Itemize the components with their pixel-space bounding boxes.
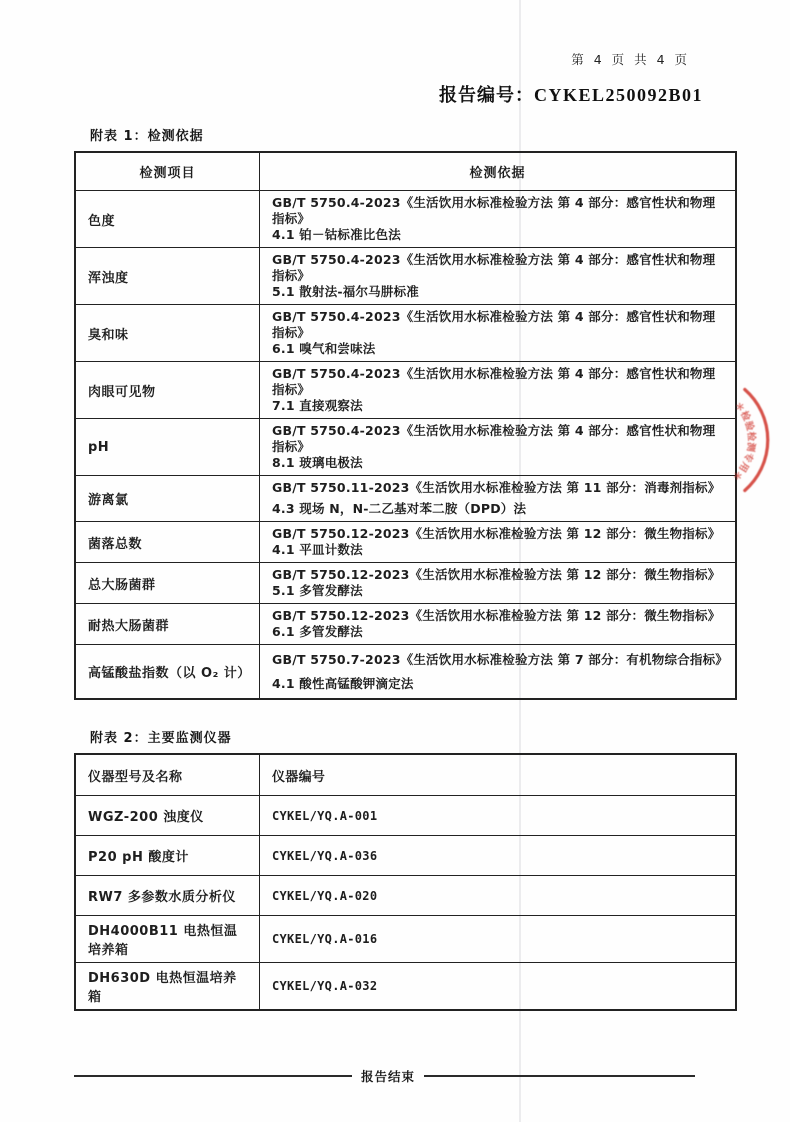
basis-line: 4.1 平皿计数法	[272, 542, 363, 557]
test-basis-cell	[260, 248, 735, 304]
basis-line: GB/T 5750.4-2023《生活饮用水标准检验方法 第 4 部分：感官性状和物理指标》	[272, 309, 716, 340]
page-content	[74, 50, 737, 1085]
end-rule-right	[424, 1075, 695, 1077]
basis-line: GB/T 5750.4-2023《生活饮用水标准检验方法 第 4 部分：感官性状和物理指标》	[272, 366, 716, 397]
instrument-code-cell: CYKEL/YQ.A-001	[272, 808, 378, 823]
table-row	[76, 915, 735, 962]
basis-header-basis: 检测依据	[469, 166, 526, 181]
table1-caption: 附表 1：检测依据	[90, 129, 204, 144]
test-item-cell: 色度	[76, 191, 260, 247]
basis-line: 5.1 散射法-福尔马肼标准	[272, 284, 419, 299]
instrument-code-cell: CYKEL/YQ.A-020	[272, 888, 378, 903]
basis-line: 4.1 酸性高锰酸钾滴定法	[272, 675, 414, 691]
table-row	[76, 603, 735, 644]
table-row	[76, 795, 735, 835]
test-basis-cell	[260, 645, 735, 698]
basis-line: 4.3 现场 N，N-二乙基对苯二胺（DPD）法	[272, 501, 527, 516]
test-basis-cell	[260, 362, 735, 418]
test-basis-cell	[260, 522, 735, 562]
table-row	[76, 962, 735, 1009]
instrument-table	[74, 753, 737, 1011]
test-item-cell: 耐热大肠菌群	[76, 604, 260, 644]
test-item-cell: 浑浊度	[76, 248, 260, 304]
end-of-report-text: 报告结束	[361, 1069, 416, 1084]
report-number-value: CYKEL250092B01	[533, 85, 703, 105]
instrument-table-header	[76, 755, 735, 795]
test-item-cell: pH	[76, 419, 260, 475]
table-row	[76, 521, 735, 562]
report-number-label: 报告编号：	[438, 85, 534, 105]
instrument-code-cell: CYKEL/YQ.A-032	[272, 979, 378, 993]
basis-header-item: 检测项目	[76, 153, 260, 190]
basis-line: GB/T 5750.12-2023《生活饮用水标准检验方法 第 12 部分：微生物指标》	[272, 567, 721, 582]
instrument-header-model: 仪器型号及名称	[76, 755, 260, 795]
test-item-cell: 菌落总数	[76, 522, 260, 562]
basis-line: 4.1 铂－钴标准比色法	[272, 227, 401, 242]
instrument-model-cell: WGZ-200 浊度仪	[76, 796, 260, 835]
basis-line: 6.1 多管发酵法	[272, 624, 363, 639]
basis-table	[74, 151, 737, 700]
page-number: 第 4 页 共 4 页	[571, 52, 690, 67]
table-row	[76, 190, 735, 247]
end-rule-left	[74, 1075, 352, 1077]
instrument-code-cell: CYKEL/YQ.A-036	[272, 848, 378, 863]
test-basis-cell	[260, 305, 735, 361]
test-basis-cell	[260, 419, 735, 475]
seal-arc-text: ＊检验检测专用＊	[729, 400, 757, 483]
basis-line: GB/T 5750.11-2023《生活饮用水标准检验方法 第 11 部分：消毒剂指标》	[272, 480, 721, 495]
test-item-cell: 总大肠菌群	[76, 563, 260, 603]
test-basis-cell	[260, 563, 735, 603]
instrument-model-cell: RW7 多参数水质分析仪	[76, 876, 260, 915]
table-row	[76, 247, 735, 304]
instrument-header-code: 仪器编号	[272, 769, 326, 785]
basis-table-header	[76, 153, 735, 190]
basis-line: GB/T 5750.4-2023《生活饮用水标准检验方法 第 4 部分：感官性状和物理指标》	[272, 252, 716, 283]
basis-line: GB/T 5750.12-2023《生活饮用水标准检验方法 第 12 部分：微生物指标》	[272, 526, 721, 541]
instrument-model-cell: DH630D 电热恒温培养箱	[76, 963, 260, 1009]
table-row	[76, 644, 735, 698]
test-basis-cell	[260, 191, 735, 247]
basis-line: 5.1 多管发酵法	[272, 583, 363, 598]
test-item-cell: 高锰酸盐指数（以 O₂ 计）	[76, 645, 260, 698]
basis-line: GB/T 5750.4-2023《生活饮用水标准检验方法 第 4 部分：感官性状和物理指标》	[272, 195, 716, 226]
test-item-cell: 肉眼可见物	[76, 362, 260, 418]
basis-line: 8.1 玻璃电极法	[272, 455, 363, 470]
basis-line: GB/T 5750.12-2023《生活饮用水标准检验方法 第 12 部分：微生物指标》	[272, 608, 721, 623]
instrument-model-cell: P20 pH 酸度计	[76, 836, 260, 875]
table-row	[76, 418, 735, 475]
test-basis-cell	[260, 604, 735, 644]
report-number-line	[74, 81, 737, 107]
basis-line: 7.1 直接观察法	[272, 398, 363, 413]
table-row	[76, 361, 735, 418]
test-basis-cell	[260, 476, 735, 521]
instrument-model-cell: DH4000B11 电热恒温培养箱	[76, 916, 260, 962]
test-item-cell: 游离氯	[76, 476, 260, 521]
seal-arc	[745, 390, 768, 491]
end-of-report	[74, 1067, 737, 1085]
basis-line: 6.1 嗅气和尝味法	[272, 341, 376, 356]
table-row	[76, 562, 735, 603]
basis-line: GB/T 5750.7-2023《生活饮用水标准检验方法 第 7 部分：有机物综合指标》	[272, 651, 728, 667]
table-row	[76, 475, 735, 521]
table-row	[76, 304, 735, 361]
basis-line: GB/T 5750.4-2023《生活饮用水标准检验方法 第 4 部分：感官性状和物理指标》	[272, 423, 716, 454]
table2-caption: 附表 2：主要监测仪器	[90, 731, 232, 746]
table-row	[76, 835, 735, 875]
table-row	[76, 875, 735, 915]
test-item-cell: 臭和味	[76, 305, 260, 361]
instrument-code-cell: CYKEL/YQ.A-016	[272, 932, 378, 946]
